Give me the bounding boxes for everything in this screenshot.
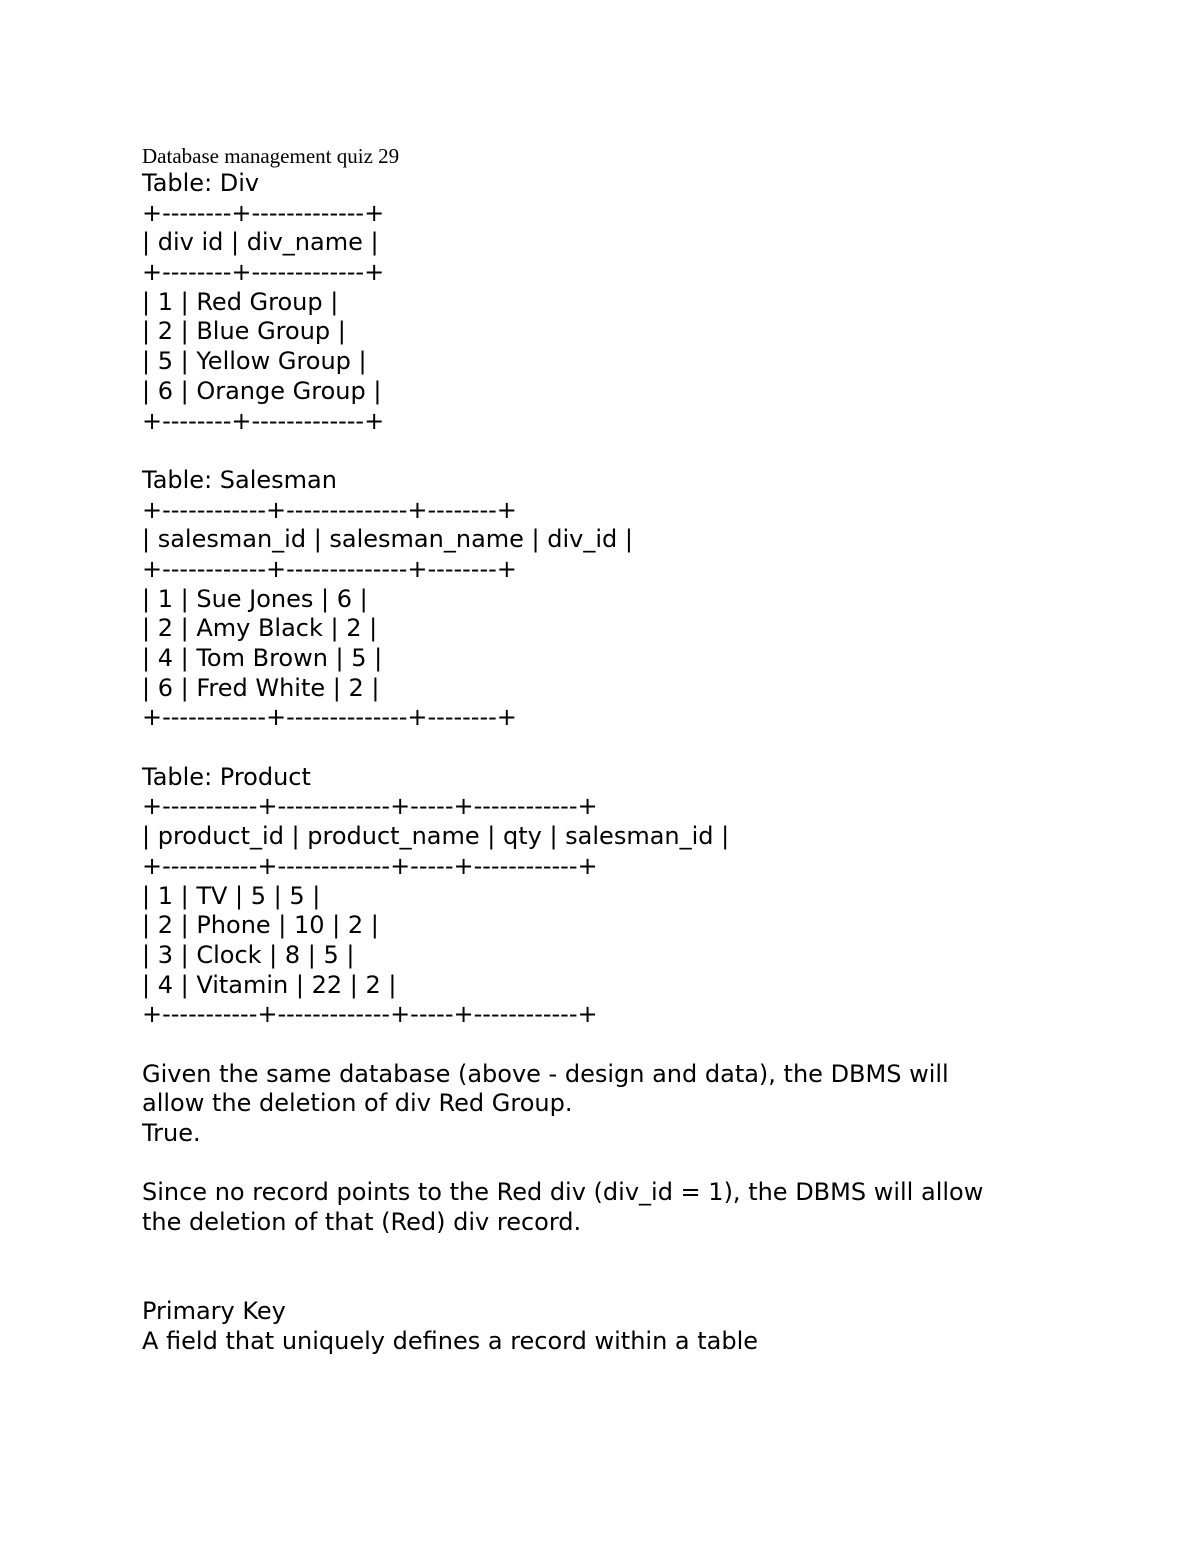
answer-text: True.	[142, 1119, 201, 1147]
spacer	[142, 1267, 1142, 1297]
div-table-heading: Table: Div	[142, 169, 260, 197]
salesman-table-row: | 4 | Tom Brown | 5 |	[142, 644, 383, 672]
question-text-line: Given the same database (above - design and data), the DBMS will	[142, 1059, 949, 1088]
div-table-row: | 6 | Orange Group |	[142, 376, 382, 405]
question-text-line: allow the deletion of div Red Group.	[142, 1089, 573, 1118]
product-table-row: | 1 | TV | 5 | 5 |	[142, 881, 321, 910]
spacer	[142, 1238, 1142, 1268]
explanation-text-line: the deletion of that (Red) div record.	[142, 1208, 582, 1237]
salesman-table	[142, 466, 1142, 733]
div-table-row: | 5 | Yellow Group |	[142, 347, 367, 376]
question-block	[142, 1060, 1142, 1149]
explanation-block	[142, 1178, 1142, 1237]
div-table-top-border: +--------+-------------+	[142, 198, 385, 227]
div-table	[142, 169, 1142, 436]
product-table-row: | 2 | Phone | 10 | 2 |	[142, 911, 379, 940]
definition-block	[142, 1297, 1142, 1356]
product-table-heading: Table: Product	[142, 762, 311, 791]
spacer	[142, 1149, 1142, 1179]
spacer	[142, 733, 1142, 763]
salesman-table-heading: Table: Salesman	[142, 465, 337, 494]
spacer	[142, 1030, 1142, 1060]
salesman-table-header-border: +------------+--------------+--------+	[142, 554, 517, 583]
div-table-header-row: | div id | div_name |	[142, 228, 379, 257]
product-table-header-row: | product_id | product_name | qty | salesman_id |	[142, 822, 730, 851]
div-table-bottom-border: +--------+-------------+	[142, 406, 385, 435]
salesman-table-top-border: +------------+--------------+--------+	[142, 495, 517, 524]
product-table-top-border: +-----------+-------------+-----+------------+	[142, 792, 598, 821]
salesman-table-row: | 6 | Fred White | 2 |	[142, 673, 380, 702]
div-table-row: | 2 | Blue Group |	[142, 317, 346, 346]
salesman-table-header-row: | salesman_id | salesman_name | div_id |	[142, 525, 633, 554]
product-table	[142, 763, 1142, 1030]
spacer	[142, 436, 1142, 466]
product-table-header-border: +-----------+-------------+-----+------------+	[142, 851, 598, 880]
salesman-table-bottom-border: +------------+--------------+--------+	[142, 703, 517, 732]
product-table-row: | 3 | Clock | 8 | 5 |	[142, 940, 355, 969]
document-title: Database management quiz 29	[142, 144, 400, 168]
explanation-text-line: Since no record points to the Red div (div_id = 1), the DBMS will allow	[142, 1178, 984, 1207]
product-table-row: | 4 | Vitamin | 22 | 2 |	[142, 970, 397, 999]
div-table-row: | 1 | Red Group |	[142, 287, 339, 316]
definition-term: Primary Key	[142, 1297, 286, 1326]
salesman-table-row: | 1 | Sue Jones | 6 |	[142, 584, 368, 613]
definition-text: A field that uniquely defines a record within a table	[142, 1326, 759, 1355]
product-table-bottom-border: +-----------+-------------+-----+------------+	[142, 1000, 598, 1029]
document-page	[142, 143, 1142, 1357]
div-table-header-border: +--------+-------------+	[142, 258, 385, 287]
salesman-table-row: | 2 | Amy Black | 2 |	[142, 614, 378, 643]
